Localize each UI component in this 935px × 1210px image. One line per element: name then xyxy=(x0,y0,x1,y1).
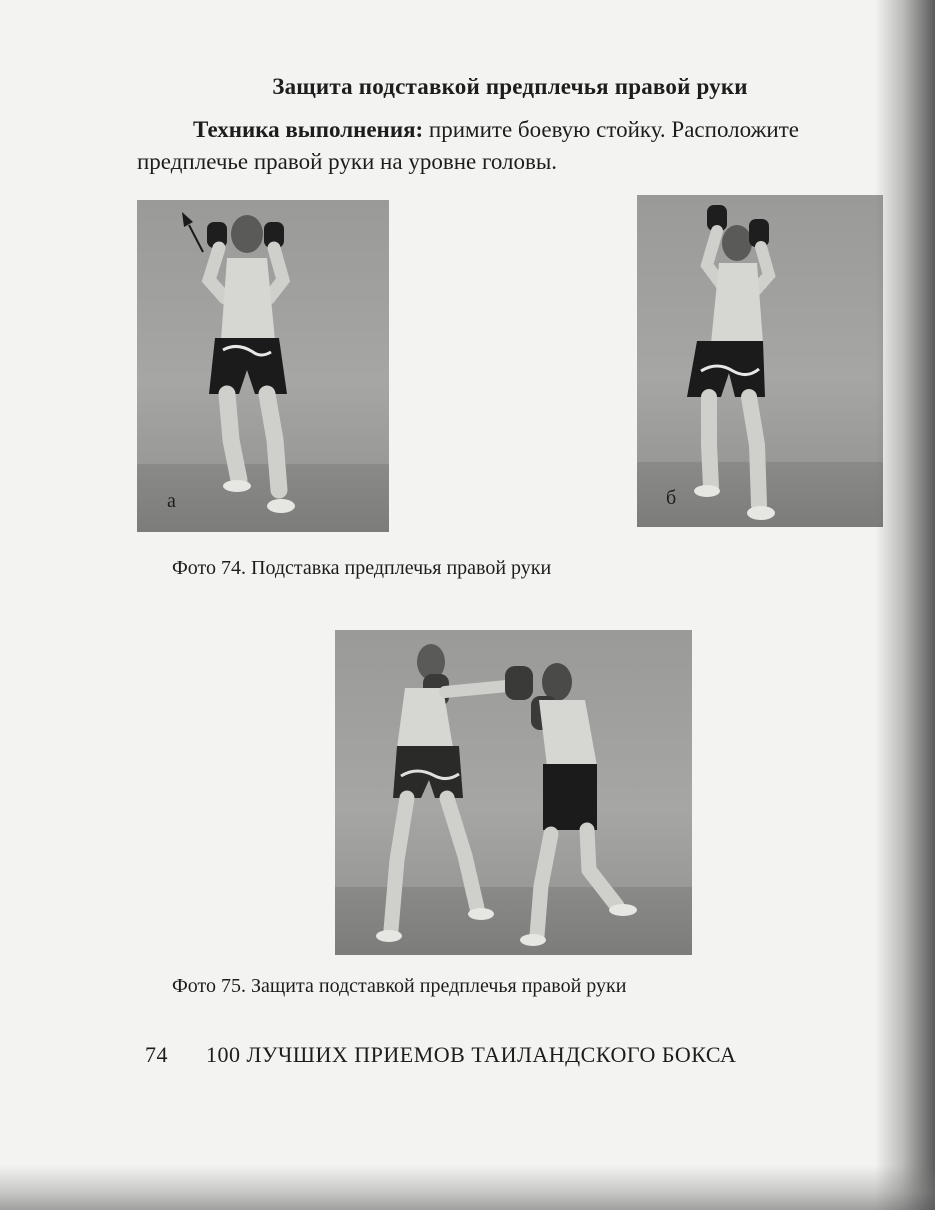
technique-text: примите боевую стойку. Расположите предплечье правой руки на уровне головы. xyxy=(137,117,799,174)
photo-75-caption: Фото 75. Защита подставкой предплечья правой руки xyxy=(172,975,627,997)
photo-label-b: б xyxy=(666,487,677,509)
scan-shadow-right xyxy=(875,0,935,1210)
book-title: 100 ЛУЧШИХ ПРИЕМОВ ТАИЛАНДСКОГО БОКСА xyxy=(206,1042,737,1067)
boxer-figure-74b xyxy=(637,195,883,527)
photo-75 xyxy=(335,630,692,955)
boxers-pair-figure xyxy=(335,630,692,955)
photo-74-caption: Фото 74. Подставка предплечья правой руки xyxy=(172,557,552,579)
page-footer xyxy=(145,1042,736,1068)
photo-74b xyxy=(637,195,883,527)
photo-label-a: а xyxy=(167,490,176,512)
photo-74a xyxy=(137,200,389,532)
technique-lead: Техника выполнения: xyxy=(193,117,424,142)
scan-shadow-bottom xyxy=(0,1165,935,1210)
section-heading: Защита подставкой предплечья правой руки xyxy=(272,74,748,99)
boxer-figure-74a xyxy=(137,200,389,532)
page-number: 74 xyxy=(145,1042,168,1067)
technique-paragraph xyxy=(137,114,887,178)
